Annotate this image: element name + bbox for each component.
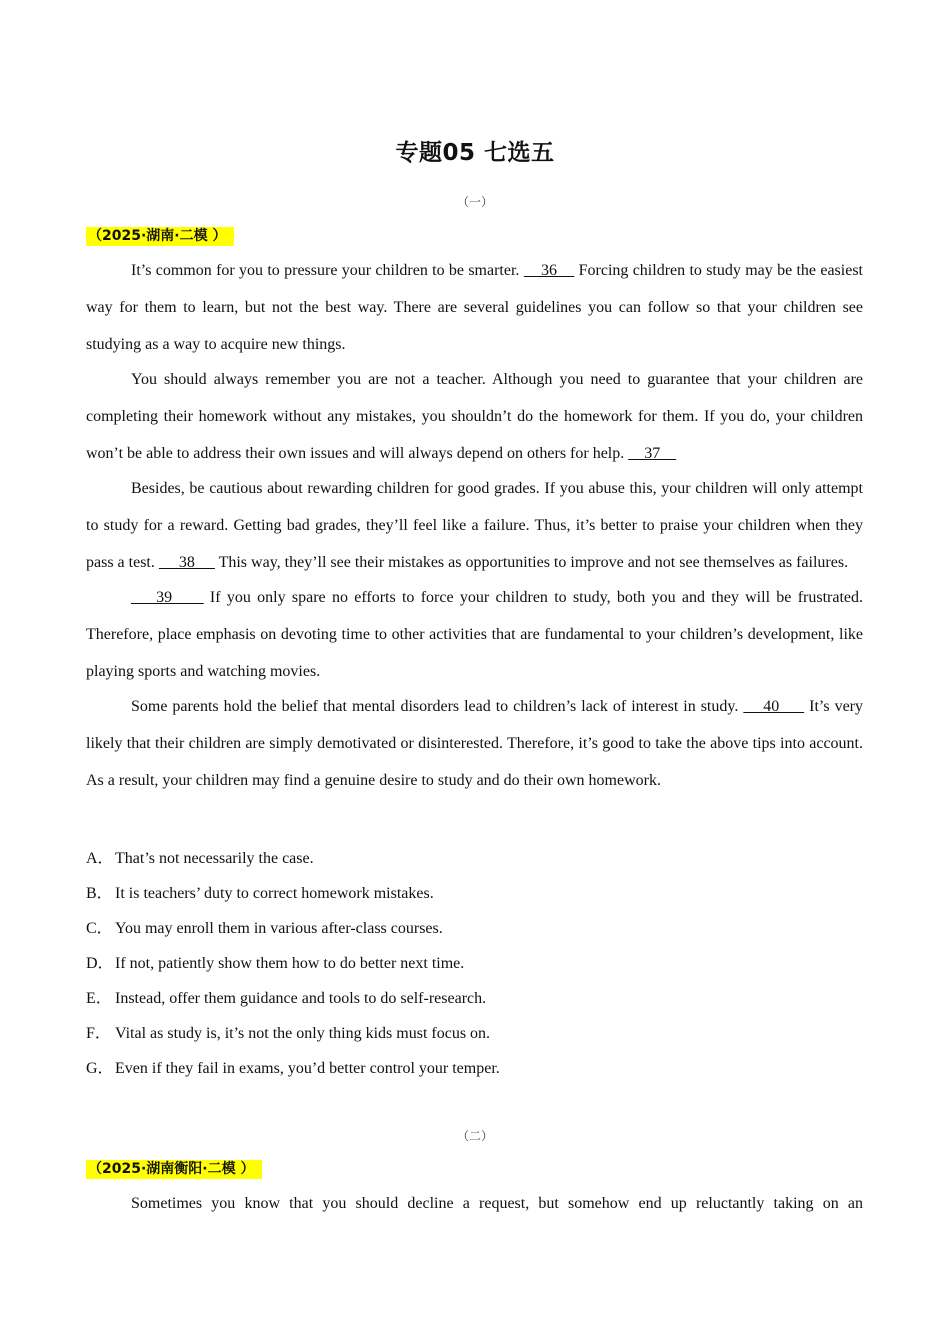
options-list (86, 841, 863, 1086)
section-label: （二） (456, 1129, 493, 1143)
paragraph (86, 688, 863, 799)
answer-blank: 36 (523, 262, 575, 279)
option-letter: G． (86, 1060, 114, 1077)
paragraph-text: Besides, be cautious about rewarding children for good grades. If you abuse this, your children will only attempt to study for a reward. Getting bad grades, they’ll feel like a failure. Thus, it’s better to praise your children when they pass a test. (86, 480, 863, 571)
option-letter: C． (86, 920, 113, 937)
answer-blank: 40 (743, 698, 805, 715)
answer-blank: 37 (628, 445, 677, 462)
option-item (86, 876, 863, 911)
paragraph-text: It’s common for you to pressure your children to be smarter. (131, 262, 524, 279)
paragraph (86, 1185, 863, 1222)
option-item (86, 981, 863, 1016)
paragraph-text: This way, they’ll see their mistakes as opportunities to improve and not see themselves as failures. (214, 554, 849, 571)
source-tag: （2025·湖南·二模 ） (86, 227, 234, 246)
paragraph (86, 579, 863, 690)
option-letter: A． (86, 850, 114, 867)
option-item (86, 841, 863, 876)
option-letter: F． (86, 1025, 111, 1042)
paragraph-text: Sometimes you know that you should decline a request, but somehow end up reluctantly taking on an (131, 1195, 863, 1212)
paragraph (86, 252, 863, 363)
option-letter: D． (86, 955, 114, 972)
option-text: Even if they fail in exams, you’d better control your temper. (115, 1060, 500, 1077)
option-item (86, 1016, 863, 1051)
option-item (86, 1051, 863, 1086)
section-label: （一） (456, 195, 493, 209)
option-text: That’s not necessarily the case. (115, 850, 314, 867)
paragraph-text: If you only spare no efforts to force your children to study, both you and they will be frustrated. Therefore, place emphasis on devoting time to other activities that are fundamental to your children’s development, like playing sports and watching movies. (86, 589, 864, 680)
paragraph (86, 470, 863, 581)
option-letter: E． (86, 990, 112, 1007)
source-tag: （2025·湖南衡阳·二模 ） (86, 1160, 262, 1179)
answer-blank: 38 (158, 554, 215, 571)
option-text: If not, patiently show them how to do better next time. (115, 955, 465, 972)
paragraph-text: It’s very likely that their children are simply demotivated or disinterested. Therefore, it’s good to take the above tips into account. As a result, your children may find a genuine desire to study and do their own homework. (86, 698, 863, 789)
paragraph-text: Forcing children to study may be the easiest way for them to learn, but not the best way. There are several guidelines you can follow so that your children see studying as a way to acquire new things. (86, 262, 863, 353)
answer-blank: 39 (131, 589, 204, 606)
paragraph (86, 361, 863, 472)
passage-1 (86, 252, 863, 797)
passage-2 (86, 1185, 863, 1220)
option-letter: B． (86, 885, 113, 902)
option-item (86, 946, 863, 981)
option-item (86, 911, 863, 946)
option-text: It is teachers’ duty to correct homework mistakes. (115, 885, 434, 902)
option-text: Vital as study is, it’s not the only thing kids must focus on. (115, 1025, 491, 1042)
option-text: You may enroll them in various after-class courses. (115, 920, 443, 937)
paragraph-text: Some parents hold the belief that mental disorders lead to children’s lack of interest in study. (131, 698, 744, 715)
page-title: 专题05 七选五 (395, 140, 555, 166)
paragraph-text: You should always remember you are not a teacher. Although you need to guarantee that your children are completing their homework without any mistakes, you shouldn’t do the homework for them. If you do, your children won’t be able to address their own issues and will always depend on others for help. (86, 371, 863, 462)
option-text: Instead, offer them guidance and tools to do self-research. (115, 990, 487, 1007)
